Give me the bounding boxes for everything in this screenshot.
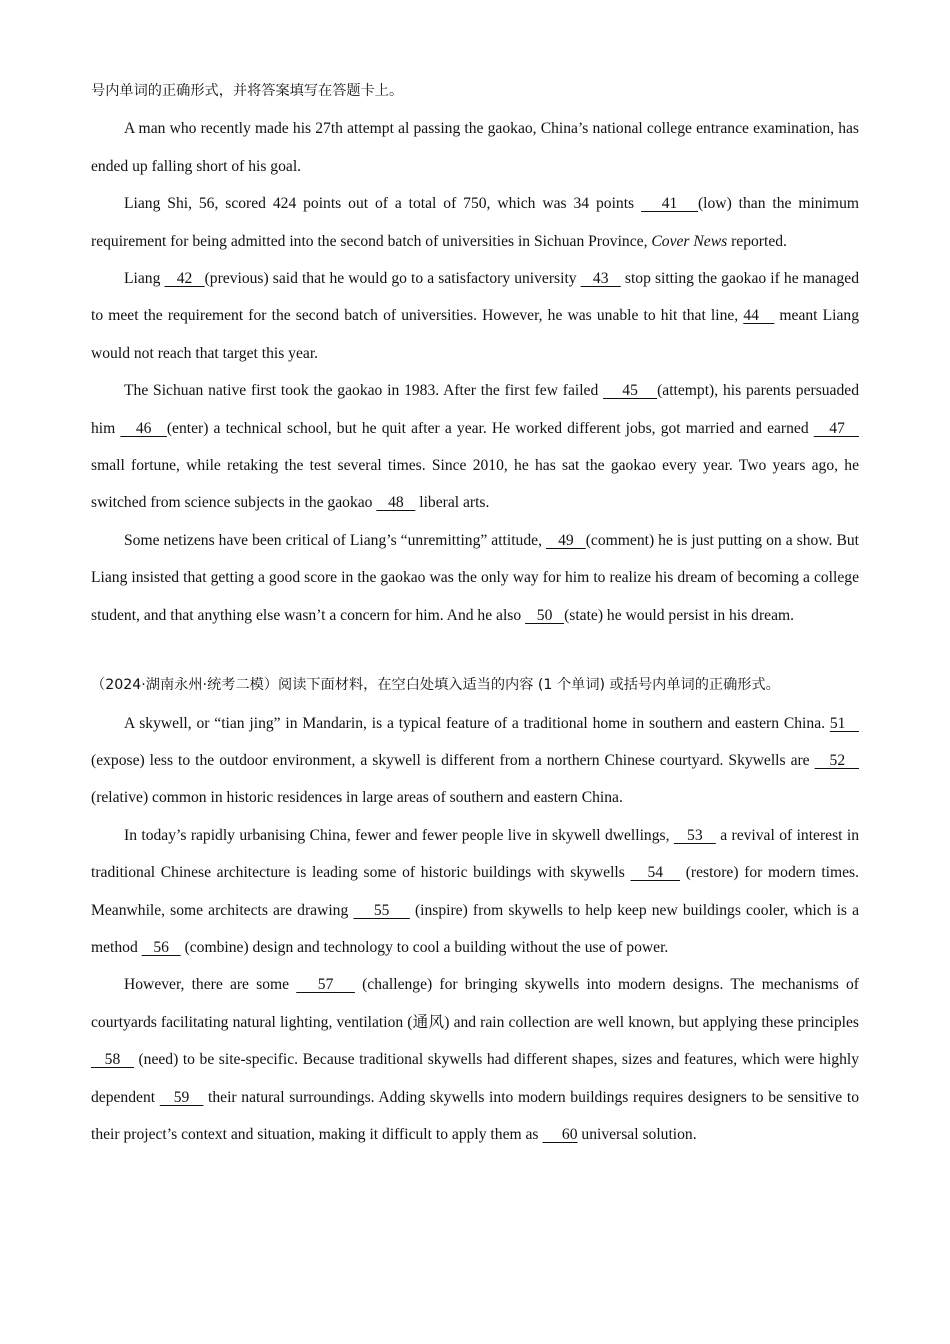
blank-55: 55: [353, 901, 410, 919]
passage1-paragraph-5: Some netizens have been critical of Liang’s “unremitting” attitude, 49 (comment) he is just putting on a show. But Liang insisted that getting a good score in the gaokao was the only way for him to realize his dream of becoming a college student, and that anything else wasn’t a concern for him. And he also 50 (state) he would persist in his dream.: [91, 531, 860, 624]
section1-instructions-tail: 号内单词的正确形式，并将答案填写在答题卡上。: [91, 83, 404, 99]
blank-58: 58: [91, 1051, 134, 1069]
blank-48: 48: [376, 494, 416, 512]
blank-42: 42: [164, 270, 205, 288]
blank-57: 57: [296, 976, 355, 994]
blank-59: 59: [159, 1088, 204, 1106]
blank-51: 51: [829, 714, 859, 732]
blank-54: 54: [630, 864, 681, 882]
passage1-paragraph-1: [91, 110, 859, 185]
blank-46: 46: [120, 419, 167, 437]
blank-49: 49: [546, 531, 586, 549]
blank-53: 53: [673, 826, 716, 844]
blank-47: 47: [813, 419, 859, 437]
paragraph-text: A man who recently made his 27th attempt al passing the gaokao, China’s national college entrance examination, has ended up falling short of his goal.: [91, 120, 859, 175]
passage2-paragraph-2: In today’s rapidly urbanising China, fewer and fewer people live in skywell dwellings, 53 a revival of interest in traditional Chinese architecture is leading some of historic buildings with skywells 54 (restore) for modern times. Meanwhile, some architects are drawing 55 (inspire) from skywells to help keep new buildings cooler, which is a method 56 (combine) design and technology to cool a building without the use of power.: [91, 826, 860, 956]
blank-45: 45: [603, 382, 658, 400]
passage2-paragraph-3: However, there are some 57 (challenge) for bringing skywells into modern designs. The mechanisms of courtyards facilitating natural lighting, ventilation (通风) and rain collection are well known, but applying these principles 58 (need) to be site-specific. Because traditional skywells had different shapes, sizes and features, which were highly dependent 59 their natural surroundings. Adding skywells into modern buildings requires designers to be sensitive to their project’s context and situation, making it difficult to apply them as 60 universal solution.: [91, 976, 860, 1143]
blank-50: 50: [525, 606, 565, 624]
blank-60: 60: [542, 1125, 578, 1143]
news-source: Cover News: [651, 232, 728, 250]
section2-heading: （2024·湖南永州·统考二模）阅读下面材料，在空白处填入适当的内容 (1 个单词) 或括号内单词的正确形式。: [91, 677, 780, 694]
section-spacer: [91, 634, 859, 667]
blank-43: 43: [580, 270, 621, 288]
passage1-paragraph-2: Liang Shi, 56, scored 424 points out of a total of 750, which was 34 points 41 (low) than the minimum requirement for being admitted into the second batch of universities in Sichuan Province, Cover News reported.: [91, 195, 859, 250]
passage1-paragraph-3: Liang 42 (previous) said that he would go to a satisfactory university 43 stop sitting the gaokao if he managed to meet the requirement for the second batch of universities. However, he was unable to hit that line, 44 meant Liang would not reach that target this year.: [91, 270, 859, 362]
blank-44: 44: [743, 307, 775, 325]
blank-56: 56: [141, 938, 181, 956]
blank-41: 41: [641, 195, 698, 213]
blank-52: 52: [814, 751, 860, 769]
passage2-paragraph-1: A skywell, or “tian jing” in Mandarin, is a typical feature of a traditional home in southern and eastern China. 51 (expose) less to the outdoor environment, a skywell is different from a northern Chinese courtyard. Skywells are 52 (relative) common in historic residences in large areas of southern and eastern China.: [91, 714, 860, 807]
passage1-paragraph-4: The Sichuan native first took the gaokao in 1983. After the first few failed 45 (attempt), his parents persuaded him 46 (enter) a technical school, but he quit after a year. He worked different jobs, got married and earned 47 small fortune, while retaking the test several times. Since 2010, he has sat the gaokao every year. Two years ago, he switched from science subjects in the gaokao 48 liberal arts.: [91, 382, 859, 512]
